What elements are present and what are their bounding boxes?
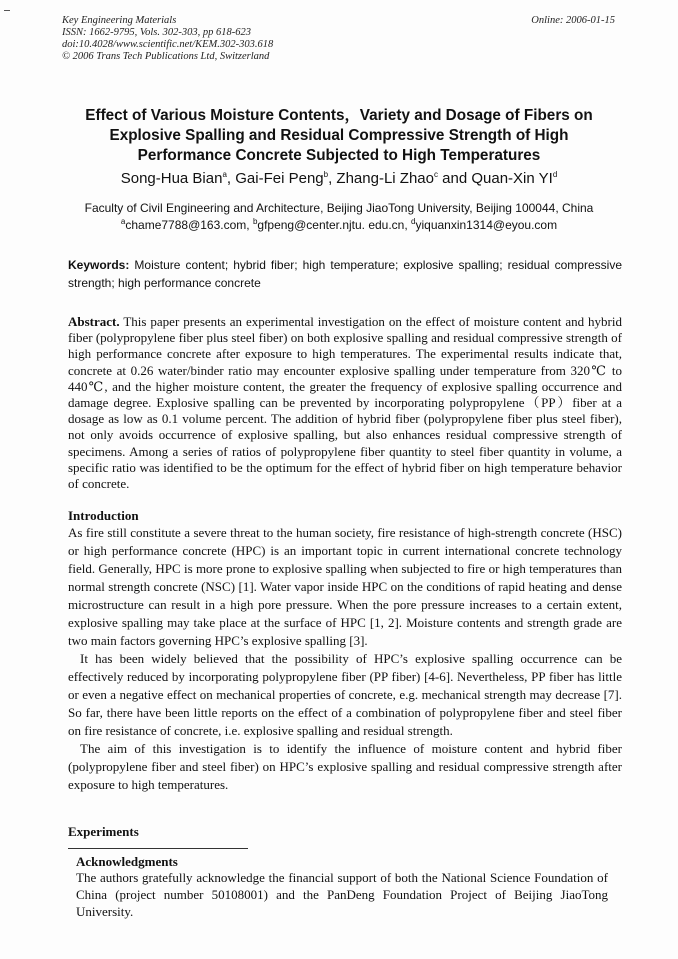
email-separator: ,	[404, 218, 412, 232]
author-name: Zhang-Li Zhao	[336, 170, 434, 187]
author-marker: b	[323, 170, 329, 179]
acknowledgments-heading: Acknowledgments	[76, 854, 178, 869]
author-name: Gai-Fei Peng	[235, 170, 324, 187]
paragraph: The aim of this investigation is to identify the influence of moisture content and hybrid fiber (polypropylene fiber and steel fiber) on HPC’s explosive spalling and residual compressive strength after exposure to high temperatures.	[68, 741, 622, 792]
doi-line[interactable]: doi:10.4028/www.scientific.net/KEM.302-303.618	[62, 39, 274, 50]
email-marker: a	[120, 217, 126, 226]
journal-name: Key Engineering Materials	[62, 15, 177, 26]
author-marker: d	[552, 170, 558, 179]
abstract-text: This paper presents an experimental investigation on the effect of moisture content and hybrid fiber (polypropylene fiber plus steel fiber) on both explosive spalling and residual compressive strength of high performance concrete after exposure to high temperatures. The experimental results indicate that, concrete at 0.26 water/binder ratio may encounter explosive spalling under temperature from 320℃ to 440℃, and the higher moisture content, the greater the frequency of explosive spalling occurrence and damage degree. Explosive spalling can be prevented by incorporating polypropylene（PP）fiber at a dosage as low as 0.1 volume percent. The addition of hybrid fiber (polypropylene fiber plus steel fiber), not only avoids occurrence of explosive spalling, but also enhances residual compressive strength of specimens. Among a series of ratios of polypropylene fiber quantity to steel fiber quantity in volume, a specific ratio was identified to be the optimum for the effect of hybrid fiber on high temperature behavior of concrete.	[68, 314, 622, 492]
email-list	[60, 217, 618, 234]
online-date: Online: 2006-01-15	[531, 15, 615, 26]
title-line: Explosive Spalling and Residual Compressive Strength of High	[109, 127, 569, 144]
experiments-heading: Experiments	[68, 824, 139, 839]
author-marker: c	[433, 170, 438, 179]
title-line: Effect of Various Moisture Contents，Variety and Dosage of Fibers on	[85, 107, 593, 124]
author-separator: ,	[226, 170, 236, 187]
email-separator: ,	[246, 218, 253, 232]
keywords-label: Keywords:	[68, 258, 130, 272]
author-separator: and	[437, 170, 472, 187]
abstract-section	[68, 314, 622, 492]
author-name: Song-Hua Bian	[120, 170, 223, 187]
email-address[interactable]: chame7788@163.com	[125, 218, 247, 232]
email-marker: b	[252, 217, 258, 226]
email-address[interactable]: yiquanxin1314@eyou.com	[415, 218, 558, 232]
footnote-rule	[68, 848, 248, 849]
issn-line: ISSN: 1662-9795, Vols. 302-303, pp 618-623	[62, 27, 251, 38]
affiliation-block	[60, 200, 618, 234]
acknowledgments-text: The authors gratefully acknowledge the financial support of both the National Science Foundation of China (project number 50108001) and the PanDeng Foundation Project of Beijing JiaoTong University.	[76, 870, 608, 919]
copyright-line: © 2006 Trans Tech Publications Ltd, Switzerland	[62, 51, 270, 62]
author-name: Quan-Xin YI	[471, 170, 553, 187]
title-line: Performance Concrete Subjected to High Temperatures	[137, 147, 541, 164]
keywords-text: Moisture content; hybrid fiber; high temperature; explosive spalling; residual compressive strength; high performance concrete	[68, 258, 622, 290]
email-marker: d	[411, 217, 416, 226]
paragraph: It has been widely believed that the possibility of HPC’s explosive spalling occurrence can be effectively reduced by incorporating polypropylene fiber (PP fiber) [4-6]. Nevertheless, PP fiber has little or even a negative effect on mechanical properties of concrete, e.g. mechanical strength may decrease [7]. So far, there have been little reports on the effect of a combination of polypropylene fiber and steel fiber on fire resistance of concrete, i.e. explosive spalling and residual strength.	[68, 651, 622, 738]
paragraph: As fire still constitute a severe threat to the human society, fire resistance of high-strength concrete (HSC) or high performance concrete (HPC) is an important topic in current international concrete technology field. Generally, HPC is more prone to explosive spalling when subjected to fire or high temperatures than normal strength concrete (NSC) [1]. Water vapor inside HPC on the conditions of rapid heating and dense microstructure can result in a high pore pressure. When the pore pressure increases to a certain extent, explosive spalling may take place at the surface of HPC [1, 2]. Moisture contents and strength grade are two main factors governing HPC’s explosive spalling [3].	[68, 525, 622, 648]
journal-metadata	[62, 15, 273, 63]
paper-title	[60, 106, 618, 166]
author-list	[60, 170, 618, 187]
keywords-section	[68, 256, 622, 292]
scan-mark	[4, 10, 10, 11]
affiliation: Faculty of Civil Engineering and Architecture, Beijing JiaoTong University, Beijing 100044, China	[84, 201, 594, 215]
author-separator: ,	[328, 170, 337, 187]
author-marker: a	[222, 170, 227, 179]
email-address[interactable]: gfpeng@center.njtu. edu.cn	[257, 218, 405, 232]
introduction-body	[68, 524, 622, 794]
abstract-label: Abstract.	[68, 314, 120, 329]
introduction-heading: Introduction	[68, 508, 139, 523]
